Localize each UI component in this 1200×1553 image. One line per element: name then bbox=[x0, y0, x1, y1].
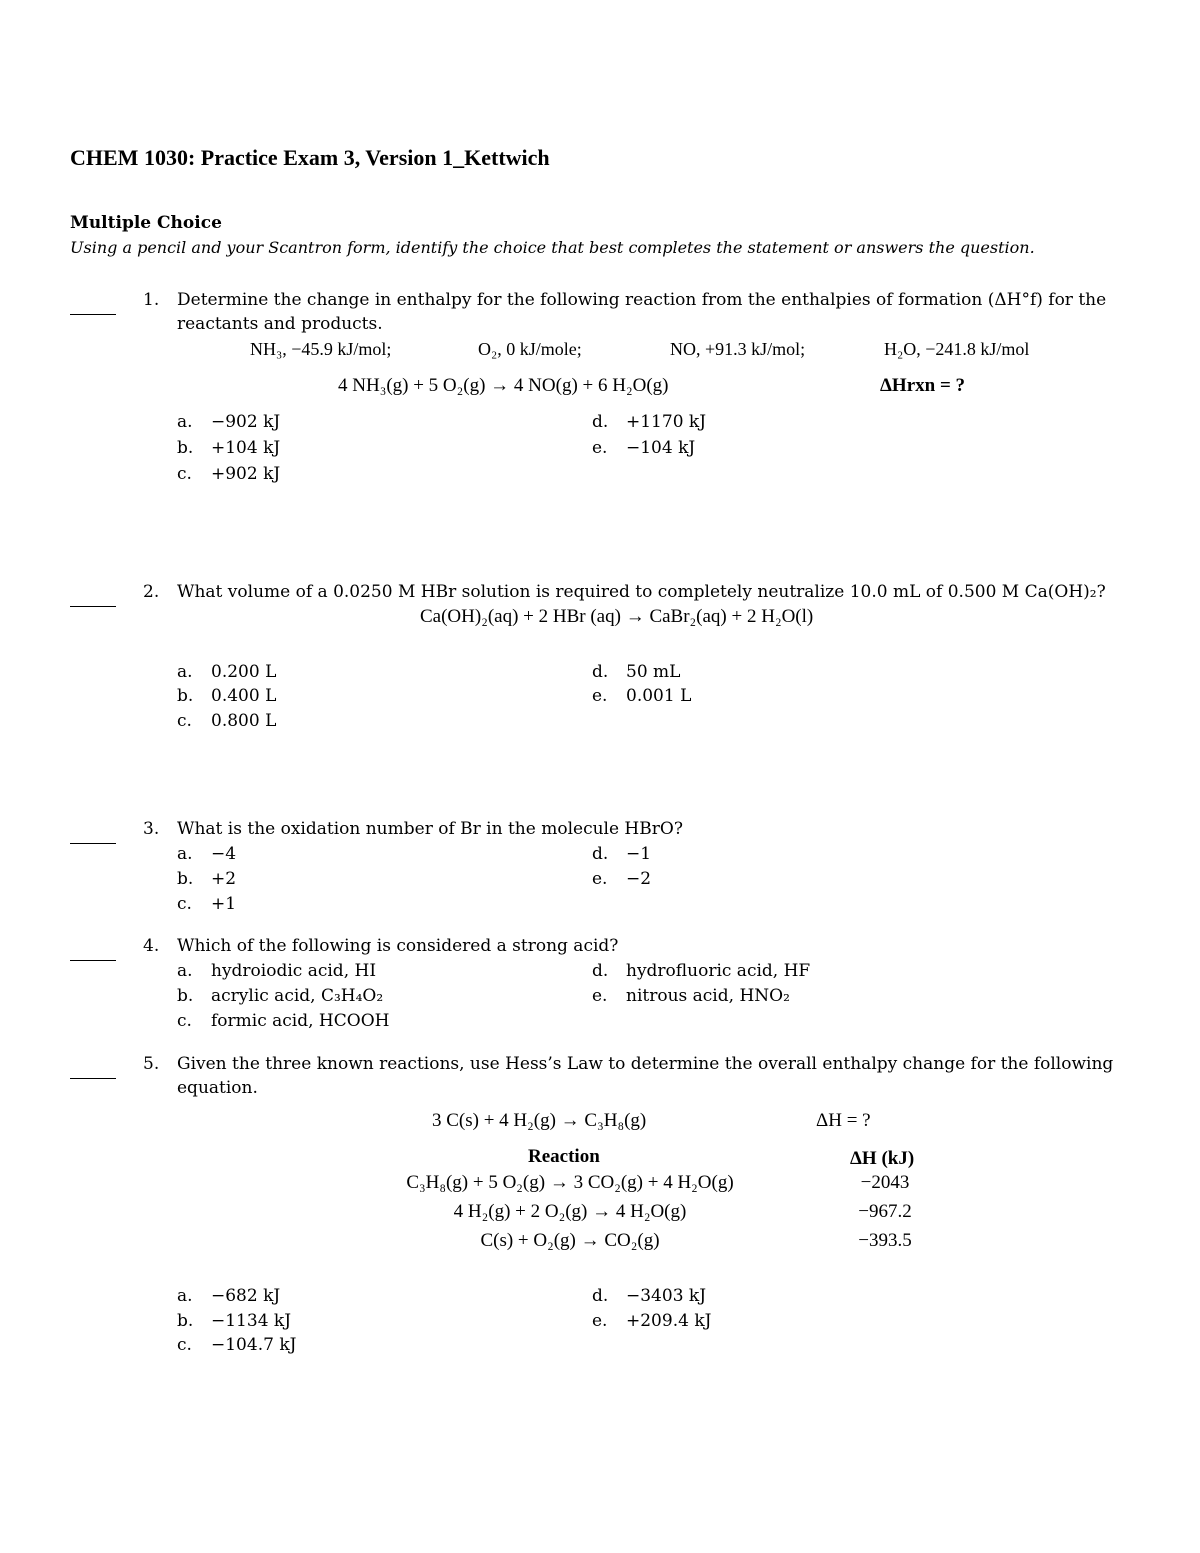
known-enthalpy: −967.2 bbox=[858, 1201, 912, 1222]
option-letter: b. bbox=[177, 686, 194, 706]
answer-blank[interactable] bbox=[70, 605, 116, 607]
option-e[interactable]: nitrous acid, HNO₂ bbox=[626, 986, 790, 1006]
option-c[interactable]: formic acid, HCOOH bbox=[211, 1011, 390, 1031]
option-c[interactable]: −104.7 kJ bbox=[211, 1335, 297, 1355]
option-letter: a. bbox=[177, 844, 193, 864]
answer-blank[interactable] bbox=[70, 959, 116, 961]
option-d[interactable]: +1170 kJ bbox=[626, 412, 707, 432]
option-letter: a. bbox=[177, 412, 193, 432]
known-reaction: C(s) + O₂(g) → CO₂(g) bbox=[480, 1230, 660, 1251]
option-b[interactable]: acrylic acid, C₃H₄O₂ bbox=[211, 986, 384, 1006]
instructions: Using a pencil and your Scantron form, identify the choice that best completes the statement or answers the question. bbox=[70, 238, 1035, 257]
option-letter: c. bbox=[177, 464, 192, 484]
enthalpy-data: NO, +91.3 kJ/mol; bbox=[670, 339, 806, 359]
option-letter: b. bbox=[177, 986, 194, 1006]
option-c[interactable]: 0.800 L bbox=[211, 711, 277, 731]
option-letter: b. bbox=[177, 1311, 194, 1331]
option-a[interactable]: 0.200 L bbox=[211, 662, 277, 682]
known-enthalpy: −393.5 bbox=[858, 1230, 912, 1251]
option-letter: b. bbox=[177, 869, 194, 889]
question-text: Determine the change in enthalpy for the following reaction from the enthalpies of formation (ΔH°f) for the bbox=[177, 290, 1107, 310]
option-d[interactable]: −1 bbox=[626, 844, 652, 864]
section-heading: Multiple Choice bbox=[70, 213, 222, 233]
known-enthalpy: −2043 bbox=[860, 1172, 910, 1193]
option-d[interactable]: 50 mL bbox=[626, 662, 681, 682]
option-a[interactable]: −902 kJ bbox=[211, 412, 281, 432]
column-header-enthalpy: ΔH (kJ) bbox=[850, 1148, 915, 1169]
enthalpy-data: NH₃, −45.9 kJ/mol; bbox=[250, 339, 392, 359]
option-letter: d. bbox=[592, 662, 609, 682]
question-text: Given the three known reactions, use Hess’s Law to determine the overall enthalpy change for the following bbox=[177, 1054, 1114, 1074]
option-e[interactable]: −104 kJ bbox=[626, 438, 696, 458]
question-number: 4. bbox=[143, 936, 160, 956]
question-text: What is the oxidation number of Br in the molecule HBrO? bbox=[177, 819, 683, 839]
known-reaction: C₃H₈(g) + 5 O₂(g) → 3 CO₂(g) + 4 H₂O(g) bbox=[406, 1172, 734, 1193]
column-header-reaction: Reaction bbox=[528, 1146, 600, 1167]
option-letter: a. bbox=[177, 1286, 193, 1306]
question-text: Which of the following is considered a strong acid? bbox=[177, 936, 619, 956]
option-letter: d. bbox=[592, 961, 609, 981]
answer-blank[interactable] bbox=[70, 1077, 116, 1079]
enthalpy-data: H₂O, −241.8 kJ/mol bbox=[884, 339, 1030, 359]
answer-blank[interactable] bbox=[70, 842, 116, 844]
question-text: equation. bbox=[177, 1078, 258, 1098]
option-e[interactable]: 0.001 L bbox=[626, 686, 692, 706]
option-letter: a. bbox=[177, 961, 193, 981]
question-text: reactants and products. bbox=[177, 314, 383, 334]
option-a[interactable]: hydroiodic acid, HI bbox=[211, 961, 377, 981]
option-letter: d. bbox=[592, 412, 609, 432]
option-letter: d. bbox=[592, 1286, 609, 1306]
known-reaction: 4 H₂(g) + 2 O₂(g) → 4 H₂O(g) bbox=[453, 1201, 687, 1222]
option-d[interactable]: −3403 kJ bbox=[626, 1286, 707, 1306]
option-e[interactable]: +209.4 kJ bbox=[626, 1311, 712, 1331]
option-a[interactable]: −682 kJ bbox=[211, 1286, 281, 1306]
option-e[interactable]: −2 bbox=[626, 869, 652, 889]
question-number: 5. bbox=[143, 1054, 160, 1074]
reaction-enthalpy: ΔHrxn = ? bbox=[880, 375, 966, 396]
option-letter: e. bbox=[592, 869, 608, 889]
option-letter: b. bbox=[177, 438, 194, 458]
question-text: What volume of a 0.0250 M HBr solution is required to completely neutralize 10.0 mL of 0.500 M Ca(OH)₂? bbox=[177, 582, 1106, 602]
question-number: 3. bbox=[143, 819, 160, 839]
option-c[interactable]: +1 bbox=[211, 894, 237, 914]
option-b[interactable]: +104 kJ bbox=[211, 438, 281, 458]
option-a[interactable]: −4 bbox=[211, 844, 237, 864]
page-title: CHEM 1030: Practice Exam 3, Version 1_Kettwich bbox=[70, 145, 550, 170]
option-b[interactable]: +2 bbox=[211, 869, 237, 889]
option-letter: c. bbox=[177, 894, 192, 914]
reaction-equation: Ca(OH)₂(aq) + 2 HBr (aq) → CaBr₂(aq) + 2 H₂O(l) bbox=[420, 606, 814, 627]
option-letter: e. bbox=[592, 986, 608, 1006]
option-b[interactable]: −1134 kJ bbox=[211, 1311, 292, 1331]
option-letter: e. bbox=[592, 438, 608, 458]
option-c[interactable]: +902 kJ bbox=[211, 464, 281, 484]
option-letter: d. bbox=[592, 844, 609, 864]
question-number: 2. bbox=[143, 582, 160, 602]
option-letter: e. bbox=[592, 686, 608, 706]
option-d[interactable]: hydrofluoric acid, HF bbox=[626, 961, 811, 981]
option-letter: c. bbox=[177, 1011, 192, 1031]
option-letter: c. bbox=[177, 711, 192, 731]
answer-blank[interactable] bbox=[70, 313, 116, 315]
option-letter: c. bbox=[177, 1335, 192, 1355]
option-letter: a. bbox=[177, 662, 193, 682]
question-number: 1. bbox=[143, 290, 160, 310]
reaction-equation: 4 NH₃(g) + 5 O₂(g) → 4 NO(g) + 6 H₂O(g) bbox=[338, 375, 669, 396]
enthalpy-data: O₂, 0 kJ/mole; bbox=[478, 339, 582, 359]
target-equation: 3 C(s) + 4 H₂(g) → C₃H₈(g) bbox=[432, 1110, 647, 1131]
option-b[interactable]: 0.400 L bbox=[211, 686, 277, 706]
target-enthalpy: ΔH = ? bbox=[816, 1110, 871, 1131]
option-letter: e. bbox=[592, 1311, 608, 1331]
